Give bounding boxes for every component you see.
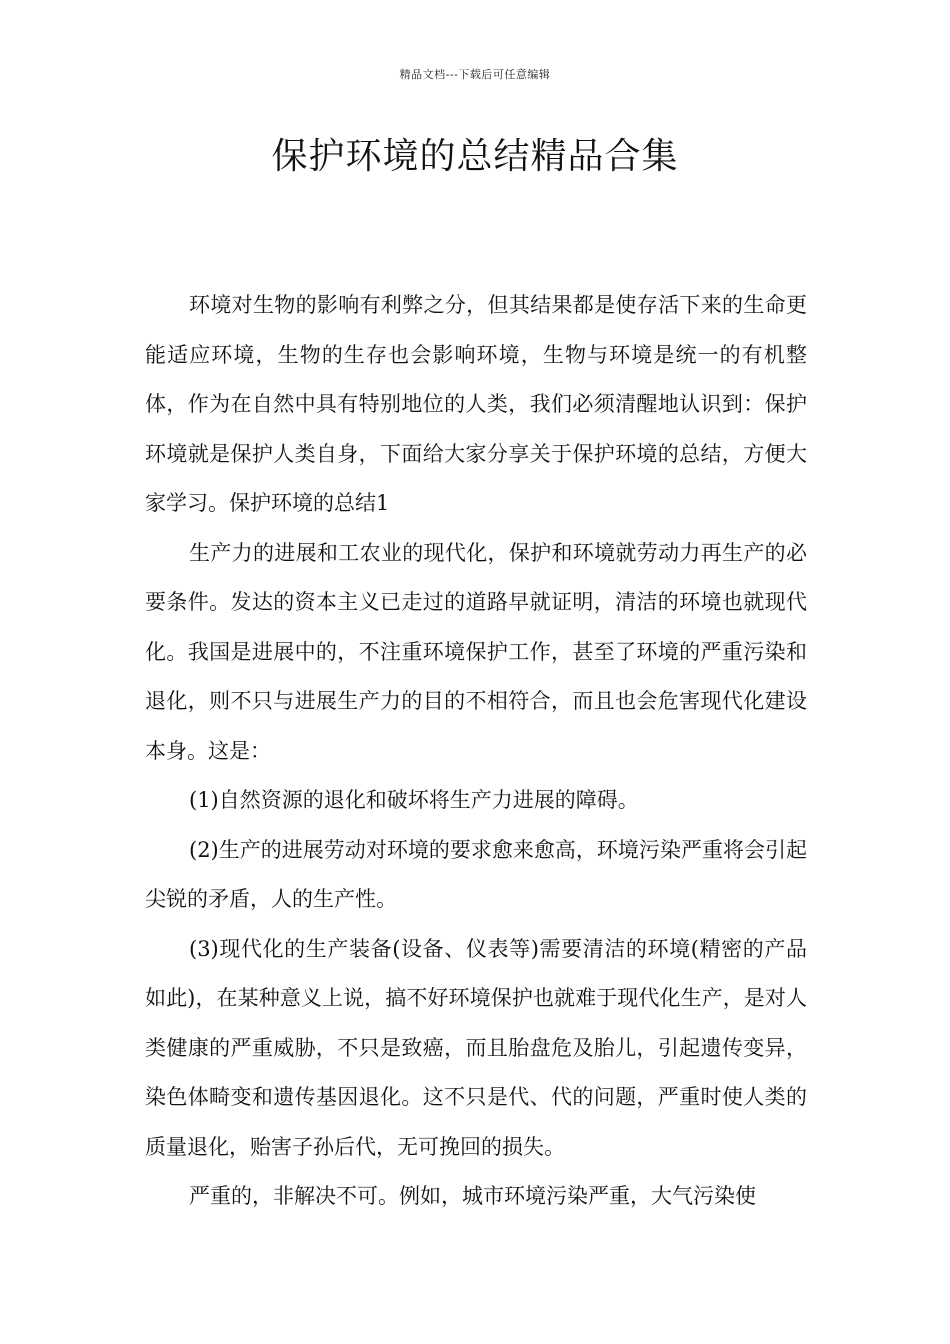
- document-body: [145, 281, 807, 1222]
- paragraph-point-1: (1)自然资源的退化和破坏将生产力进展的障碍。: [189, 788, 639, 812]
- paragraph-point-2: (2)生产的进展劳动对环境的要求愈来愈高，环境污染严重将会引起尖锐的矛盾，人的生产性。: [145, 837, 807, 911]
- paragraph-serious: 严重的，非解决不可。例如，城市环境污染严重，大气污染使: [189, 1184, 756, 1208]
- paragraph-productivity: 生产力的进展和工农业的现代化，保护和环境就劳动力再生产的必要条件。发达的资本主义已走过的道路早就证明，清洁的环境也就现代化。我国是进展中的，不注重环境保护工作，甚至了环境的严重污染和退化，则不只与进展生产力的目的不相符合，而且也会危害现代化建设本身。这是：: [145, 540, 807, 763]
- paragraph-intro: 环境对生物的影响有利弊之分，但其结果都是使存活下来的生命更能适应环境，生物的生存也会影响环境，生物与环境是统一的有机整体，作为在自然中具有特别地位的人类，我们必须清醒地认识到：保护环境就是保护人类自身，下面给大家分享关于保护环境的总结，方便大家学习。保护环境的总结1: [145, 293, 807, 515]
- header-note: 精品文档---下载后可任意编辑: [399, 68, 551, 81]
- paragraph-point-3: (3)现代化的生产装备(设备、仪表等)需要清洁的环境(精密的产品如此)，在某种意义上说，搞不好环境保护也就难于现代化生产，是对人类健康的严重威胁，不只是致癌，而且胎盘危及胎儿，引起遗传变异，染色体畸变和遗传基因退化。这不只是代、代的问题，严重时使人类的质量退化，贻害子孙后代，无可挽回的损失。: [145, 936, 807, 1159]
- document-title: 保护环境的总结精品合集: [271, 136, 679, 177]
